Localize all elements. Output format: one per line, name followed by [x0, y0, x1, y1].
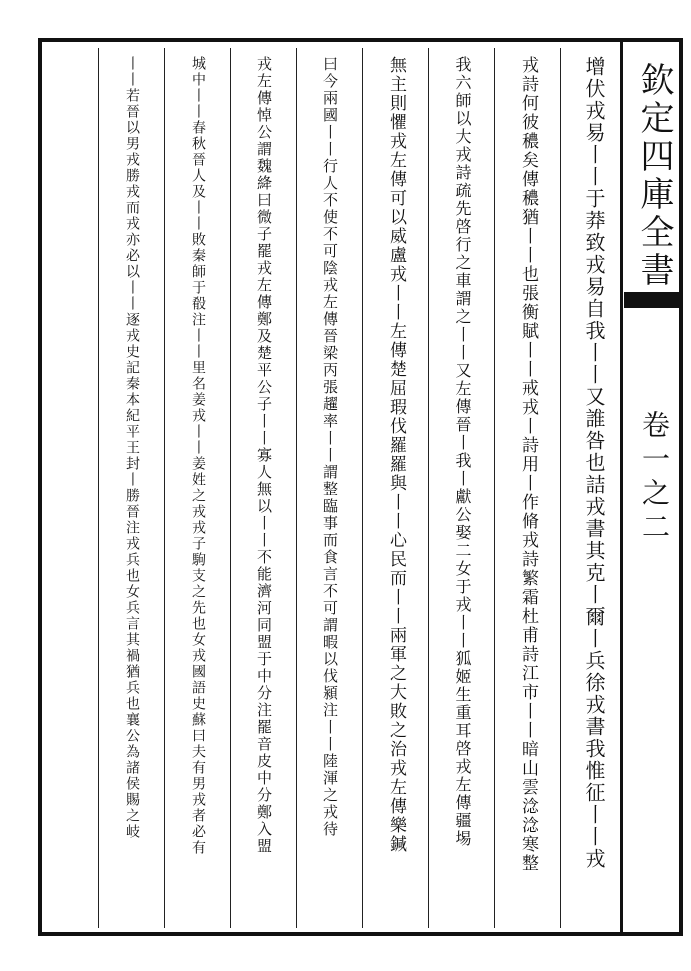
- text-column-9: [40, 56, 98, 926]
- text-column-2: 戎詩何彼穠矣傳穠猶丨丨也張衡賦丨丨戒戎丨詩用丨作脩戎詩繁霜杜甫詩江市丨丨暗山雲淰淰寒整: [518, 56, 538, 873]
- column-rule: [428, 48, 429, 928]
- column-rule: [296, 48, 297, 928]
- column-rule: [164, 48, 165, 928]
- text-column-1: 增伏戎易丨丨于莽致戎易自我丨丨又誰咎也詰戎書其克丨爾丨兵徐戎書我惟征丨丨戎: [582, 56, 606, 870]
- column-rule: [560, 48, 561, 928]
- text-column-5: 曰今兩國丨丨行人不使不可陰戎左傳晉梁丙張趯率丨丨謂整臨事而食言不可謂暇以伐潁注丨丨陸渾之戎待: [321, 56, 339, 838]
- text-column-8: 丨丨若晉以男戎勝戎而戎亦必以丨丨逐戎史記秦本紀平王封丨勝晉注戎兵也女兵言其禍猶兵也襄公為諸侯賜之岐: [124, 56, 140, 840]
- column-rule: [362, 48, 363, 928]
- column-rule: [230, 48, 231, 928]
- book-title: 欽定四庫全書: [634, 62, 674, 290]
- text-column-7: 城中丨丨春秋晉人及丨丨敗秦師于殽注丨丨里名姜戎丨丨姜姓之戎戎子駒支之先也女戎國語史蘇曰夫有男戎者必有: [190, 56, 206, 856]
- text-column-3: 我六師以大戎詩疏先啓行之車謂之丨丨又左傳晉丨我丨獻公娶二女于戎丨丨狐姬生重耳啓戎左傳疆埸: [453, 56, 472, 848]
- column-rule: [98, 48, 99, 928]
- column-rule: [494, 48, 495, 928]
- text-column-4: 無主則懼戎左傳可以威盧戎丨丨左傳楚屈瑕伐羅羅與丨丨心民而丨丨兩軍之大敗之治戎左傳樂鍼: [386, 56, 406, 854]
- volume-label: 卷一之二: [638, 410, 671, 546]
- fishtail-mark: [624, 292, 680, 308]
- text-column-6: 戎左傳悼公謂魏絳曰微子罷戎左傳鄭及楚平公子丨丨寡人無以丨丨不能濟河同盟于中分注罷音皮中分鄭入盟: [255, 56, 273, 855]
